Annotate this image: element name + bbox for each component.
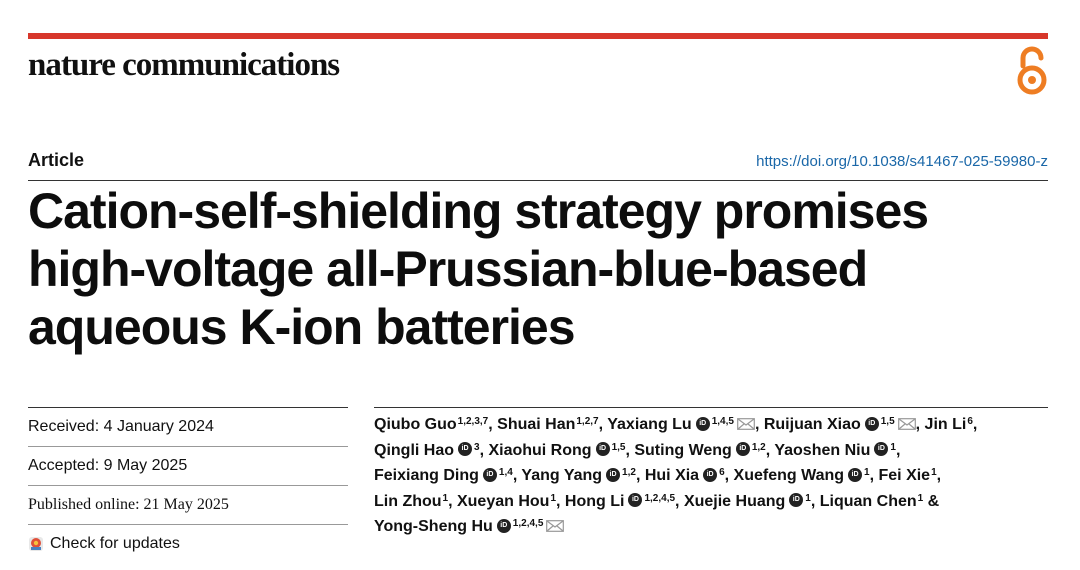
author-xuefeng-wang[interactable] [734, 467, 870, 484]
orcid-icon[interactable]: iD [736, 442, 750, 456]
email-icon[interactable] [737, 418, 755, 430]
affiliation-marker: 3 [474, 441, 480, 453]
author-name: Xuefeng Wang [733, 467, 845, 484]
author-name: Jin Li [924, 416, 967, 433]
affiliation-marker: 1 [890, 441, 896, 453]
author-name: Fei Xie [878, 467, 931, 484]
author-lin-zhou[interactable] [374, 493, 448, 510]
author-fei-xie[interactable] [879, 467, 937, 484]
author-suting-weng[interactable] [634, 442, 765, 459]
author-name: Xuejie Huang [683, 492, 786, 510]
doi-link[interactable]: https://doi.org/10.1038/s41467-025-59980-z [756, 153, 1048, 170]
affiliation-marker: 6 [719, 467, 725, 478]
author-name: Hui Xia [644, 467, 700, 484]
affiliation-marker: 1,2,3,7 [457, 416, 489, 427]
journal-name[interactable]: nature communications [28, 47, 340, 83]
orcid-icon[interactable]: iD [789, 493, 803, 507]
author-name: Qiubo Guo [374, 416, 457, 433]
author-name: Yong-Sheng Hu [374, 518, 493, 535]
affiliation-marker: 1,4,5 [711, 416, 734, 427]
orcid-icon[interactable]: iD [696, 417, 710, 431]
author-name: Yang Yang [521, 467, 603, 484]
author-qingli-hao[interactable] [374, 442, 480, 459]
orcid-icon[interactable]: iD [628, 493, 642, 507]
email-icon[interactable] [898, 418, 916, 430]
author-name: Lin Zhou [374, 492, 442, 510]
published-date: Published online: 21 May 2025 [28, 486, 348, 525]
author-yaxiang-lu[interactable] [607, 416, 755, 433]
author-name: Hong Li [564, 492, 625, 510]
check-updates-icon [28, 536, 44, 552]
affiliation-marker: 1 [442, 492, 449, 504]
affiliation-marker: 1,2 [751, 441, 766, 453]
author-name: Xiaohui Rong [488, 441, 592, 459]
author-name: Suting Weng [634, 441, 732, 459]
affiliation-marker: 1,5 [880, 416, 895, 427]
author-hui-xia[interactable] [645, 467, 725, 484]
affiliation-marker: 1,4 [498, 467, 513, 478]
author-yong-sheng-hu[interactable] [374, 518, 564, 535]
author-name: Ruijuan Xiao [763, 416, 861, 433]
author-list: Qiubo Guo$^{1,2,3,7}$, Shuai Han$^{1,2,7}$, Yaxiang Lu iD $^{1,4,5}$ , Ruijuan Xiao iD $^{1,5}$ , Jin Li$^6$, Qingli Hao iD $^3$, Xiaohui Rong iD $^{1,5}$, Suting Weng iD $^{1,2}$, Yaoshen Niu iD $^1$, Feixiang Ding iD $^{1,4}$, Yang Yang iD $^{1,2}$, Hui Xia iD $^6$, Xuefeng Wang iD $^1$, Fei Xie$^1$, Lin Zhou$^1$, Xueyan Hou$^1$, Hong Li iD $^{1,2,4,5}$, Xuejie Huang iD $^1$, Liquan Chen$^1$ & Yong-Sheng Hu iD $^{1,2,4,5}$ [374, 416, 978, 535]
affiliation-marker: 6 [967, 416, 973, 427]
author-xueyan-hou[interactable] [457, 493, 556, 510]
authors-top-rule [374, 407, 1048, 408]
orcid-icon[interactable]: iD [865, 417, 879, 431]
author-liquan-chen[interactable] [820, 493, 923, 510]
header-divider [28, 180, 1048, 181]
check-for-updates-label: Check for updates [50, 535, 180, 552]
orcid-icon[interactable]: iD [596, 442, 610, 456]
affiliation-marker: 1 [805, 492, 811, 504]
affiliation-marker: 1,2,7 [576, 416, 599, 427]
orcid-icon[interactable]: iD [703, 468, 717, 482]
author-name: Yaxiang Lu [607, 416, 692, 433]
affiliation-marker: 1,2 [622, 467, 636, 478]
affiliation-marker: 1 [550, 492, 557, 504]
author-name: Xueyan Hou [456, 492, 550, 510]
affiliation-marker: 1 [931, 467, 937, 478]
author-name: Liquan Chen [819, 492, 917, 510]
orcid-icon[interactable]: iD [606, 468, 620, 482]
accepted-date: Accepted: 9 May 2025 [28, 447, 348, 486]
author-ruijuan-xiao[interactable] [764, 416, 916, 433]
author-xiaohui-rong[interactable] [488, 442, 625, 459]
author-jin-li[interactable] [925, 416, 973, 433]
author-name: Qingli Hao [374, 441, 454, 459]
author-xuejie-huang[interactable] [684, 493, 811, 510]
affiliation-marker: 1 [917, 492, 924, 504]
orcid-icon[interactable]: iD [848, 468, 862, 482]
author-feixiang-ding[interactable] [374, 467, 513, 484]
affiliation-marker: 1,2,4,5 [644, 492, 676, 504]
affiliation-marker: 1 [864, 467, 870, 478]
affiliation-marker: 1,2,4,5 [512, 518, 544, 529]
publication-dates [28, 407, 348, 563]
check-for-updates-button[interactable] [28, 525, 348, 563]
orcid-icon[interactable]: iD [458, 442, 472, 456]
author-hong-li[interactable] [565, 493, 675, 510]
author-name: Shuai Han [497, 416, 576, 433]
orcid-icon[interactable]: iD [497, 519, 511, 533]
author-yang-yang[interactable] [521, 467, 636, 484]
article-type: Article [28, 150, 85, 170]
journal-accent-bar [28, 33, 1048, 39]
author-qiubo-guo[interactable] [374, 416, 488, 433]
article-title: Cation-self-shielding strategy promises high-voltage all-Prussian-blue-based aqueous K-ion batteries [28, 183, 929, 355]
affiliation-marker: 1,5 [611, 441, 626, 453]
author-yaoshen-niu[interactable] [774, 442, 896, 459]
author-name: Feixiang Ding [374, 467, 479, 484]
open-access-icon [1014, 44, 1050, 98]
orcid-icon[interactable]: iD [874, 442, 888, 456]
author-shuai-han[interactable] [497, 416, 598, 433]
orcid-icon[interactable]: iD [483, 468, 497, 482]
author-name: Yaoshen Niu [774, 441, 871, 459]
received-date: Received: 4 January 2024 [28, 408, 348, 447]
email-icon[interactable] [546, 520, 564, 532]
